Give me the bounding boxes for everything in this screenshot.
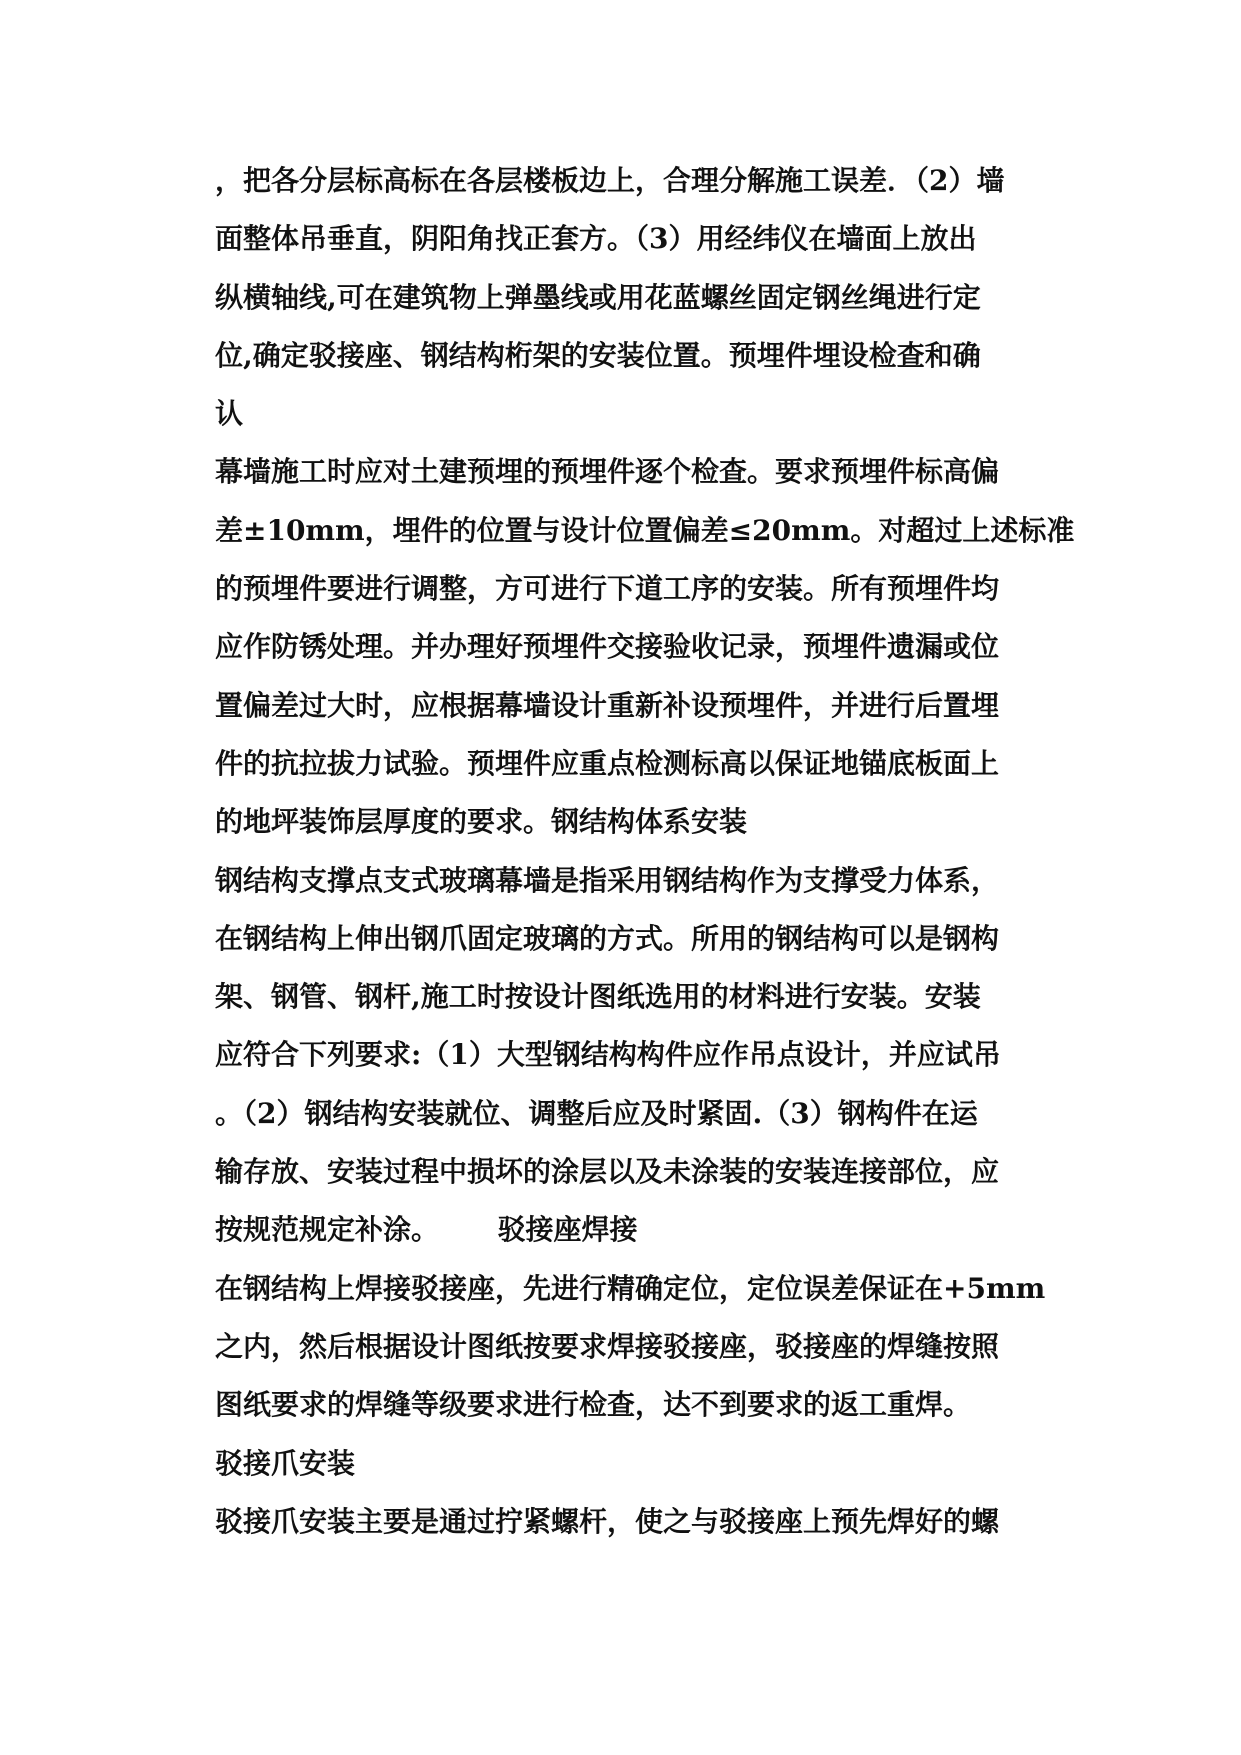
text-line: 置偏差过大时，应根据幕墙设计重新补设预埋件，并进行后置埋 <box>215 688 1000 722</box>
text-line: 认 <box>215 397 244 431</box>
text-line: 架、钢管、钢杆,施工时按设计图纸选用的材料进行安装。安装 <box>215 980 981 1014</box>
text-line: 位,确定驳接座、钢结构桁架的安装位置。预埋件埋设检查和确 <box>215 338 981 372</box>
text-line: 之内，然后根据设计图纸按要求焊接驳接座，驳接座的焊缝按照 <box>215 1329 1000 1363</box>
text-line: 在钢结构上焊接驳接座，先进行精确定位，定位误差保证在+5mm <box>215 1271 1046 1305</box>
text-line: 输存放、安装过程中损坏的涂层以及未涂装的安装连接部位，应 <box>215 1155 1000 1189</box>
body-text <box>215 152 1095 1551</box>
text-line: 的地坪装饰层厚度的要求。钢结构体系安装 <box>215 805 748 839</box>
text-line: 件的抗拉拔力试验。预埋件应重点检测标高以保证地锚底板面上 <box>215 746 1000 780</box>
text-line: 驳接爪安装主要是通过拧紧螺杆，使之与驳接座上预先焊好的螺 <box>215 1504 1000 1538</box>
text-line: 差±10mm，埋件的位置与设计位置偏差≤20mm。对超过上述标准 <box>215 513 1075 547</box>
text-line: 幕墙施工时应对土建预埋的预埋件逐个检查。要求预埋件标高偏 <box>215 455 1000 489</box>
text-line: 钢结构支撑点支式玻璃幕墙是指采用钢结构作为支撑受力体系， <box>215 863 1000 897</box>
text-line: 在钢结构上伸出钢爪固定玻璃的方式。所用的钢结构可以是钢构 <box>215 921 1000 955</box>
text-line: 纵横轴线,可在建筑物上弹墨线或用花蓝螺丝固定钢丝绳进行定 <box>215 280 981 314</box>
text-line: 应作防锈处理。并办理好预埋件交接验收记录，预埋件遗漏或位 <box>215 630 1000 664</box>
text-line: 图纸要求的焊缝等级要求进行检查，达不到要求的返工重焊。 <box>215 1388 972 1422</box>
text-line: 的预埋件要进行调整，方可进行下道工序的安装。所有预埋件均 <box>215 572 1000 606</box>
text-line: 。（2）钢结构安装就位、调整后应及时紧固.（3）钢构件在运 <box>215 1096 978 1130</box>
text-line: 应符合下列要求:（1）大型钢结构构件应作吊点设计，并应试吊 <box>215 1038 1001 1072</box>
text-line: 按规范规定补涂。 驳接座焊接 <box>215 1213 638 1247</box>
text-line: 驳接爪安装 <box>215 1446 356 1480</box>
text-line: 面整体吊垂直，阴阳角找正套方。（3）用经纬仪在墙面上放出 <box>215 222 977 256</box>
text-line: ，把各分层标高标在各层楼板边上，合理分解施工误差．（2）墙 <box>215 164 1005 197</box>
